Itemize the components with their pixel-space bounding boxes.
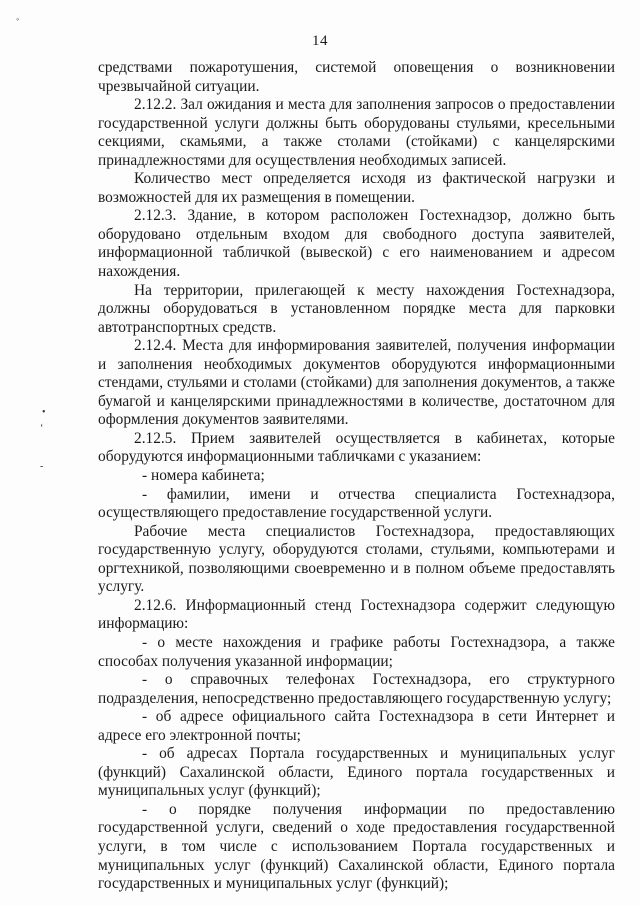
paragraph: 2.12.5. Прием заявителей осуществляется в кабинетах, которые оборудуются информационными табличками с указанием: bbox=[98, 429, 615, 466]
paragraph: 2.12.2. Зал ожидания и места для заполнения запросов о предоставлении государственной услуги должны быть оборудованы стульями, кресельными секциями, скамьями, а также столами (стойками) с канцелярскими принадлежностями для осуществления необходимых записей. bbox=[98, 96, 615, 169]
paragraph: 2.12.3. Здание, в котором расположен Гостехнадзор, должно быть оборудовано отдельным входом для свободного доступа заявителей, информационной табличкой (вывеской) с его наименованием и адресом нахождения. bbox=[98, 207, 615, 281]
paragraph: Количество мест определяется исходя из фактической нагрузки и возможностей для их размещения в помещении. bbox=[98, 170, 615, 206]
list-item: - номера кабинета; bbox=[142, 467, 265, 485]
list-item: - фамилии, имени и отчества специалиста Гостехнадзора, осуществляющего предоставление государственной услуги. bbox=[98, 485, 615, 522]
paragraph: средствами пожаротушения, системой оповещения о возникновении чрезвычайной ситуации. bbox=[98, 59, 615, 95]
page-number: 14 bbox=[312, 33, 328, 49]
list-item: - об адресах Портала государственных и муниципальных услуг (функций) Сахалинской области, Единого портала государственных и муниципальных услуг (функций); bbox=[98, 745, 615, 800]
list-item: - об адресе официального сайта Гостехнадзора в сети Интернет и адресе его электронной почты; bbox=[98, 708, 615, 744]
scan-mark: ◦ bbox=[16, 14, 20, 24]
paragraph: Рабочие места специалистов Гостехнадзора, предоставляющих государственную услугу, оборудуются столами, стульями, компьютерами и оргтехникой, позволяющими своевременно и в полном объеме предоставлять услугу. bbox=[98, 522, 615, 596]
scan-mark: - bbox=[40, 461, 44, 472]
list-item: - о справочных телефонах Гостехнадзора, его структурного подразделения, непосредственно предоставляющего государственную услугу; bbox=[98, 671, 615, 707]
paragraph: На территории, прилегающей к месту нахождения Гостехнадзора, должны оборудоваться в установленном порядке места для парковки автотранспортных средств. bbox=[98, 281, 615, 336]
scan-mark: ‘ bbox=[40, 423, 44, 434]
scan-mark: • bbox=[42, 407, 46, 418]
paragraph: 2.12.4. Места для информирования заявителей, получения информации и заполнения необходимых документов оборудуются информационными стендами, стульями и столами (стойками) для заполнения документов, а также бумагой и канцелярскими принадлежностями в количестве, достаточном для оформления документов заявителями. bbox=[98, 337, 615, 429]
list-item: - о месте нахождения и графике работы Гостехнадзора, а также способах получения указанной информации; bbox=[98, 633, 615, 670]
list-item: - о порядке получения информации по предоставлению государственной услуги, сведений о ходе предоставления государственной услуги, в том числе с использованием Портала государственных и муниципальных услуг (функций) Сахалинской области, Единого портала государственных и муниципальных услуг (функций); bbox=[98, 800, 615, 893]
paragraph: 2.12.6. Информационный стенд Гостехнадзора содержит следующую информацию: bbox=[98, 596, 615, 633]
document-body bbox=[98, 59, 615, 894]
